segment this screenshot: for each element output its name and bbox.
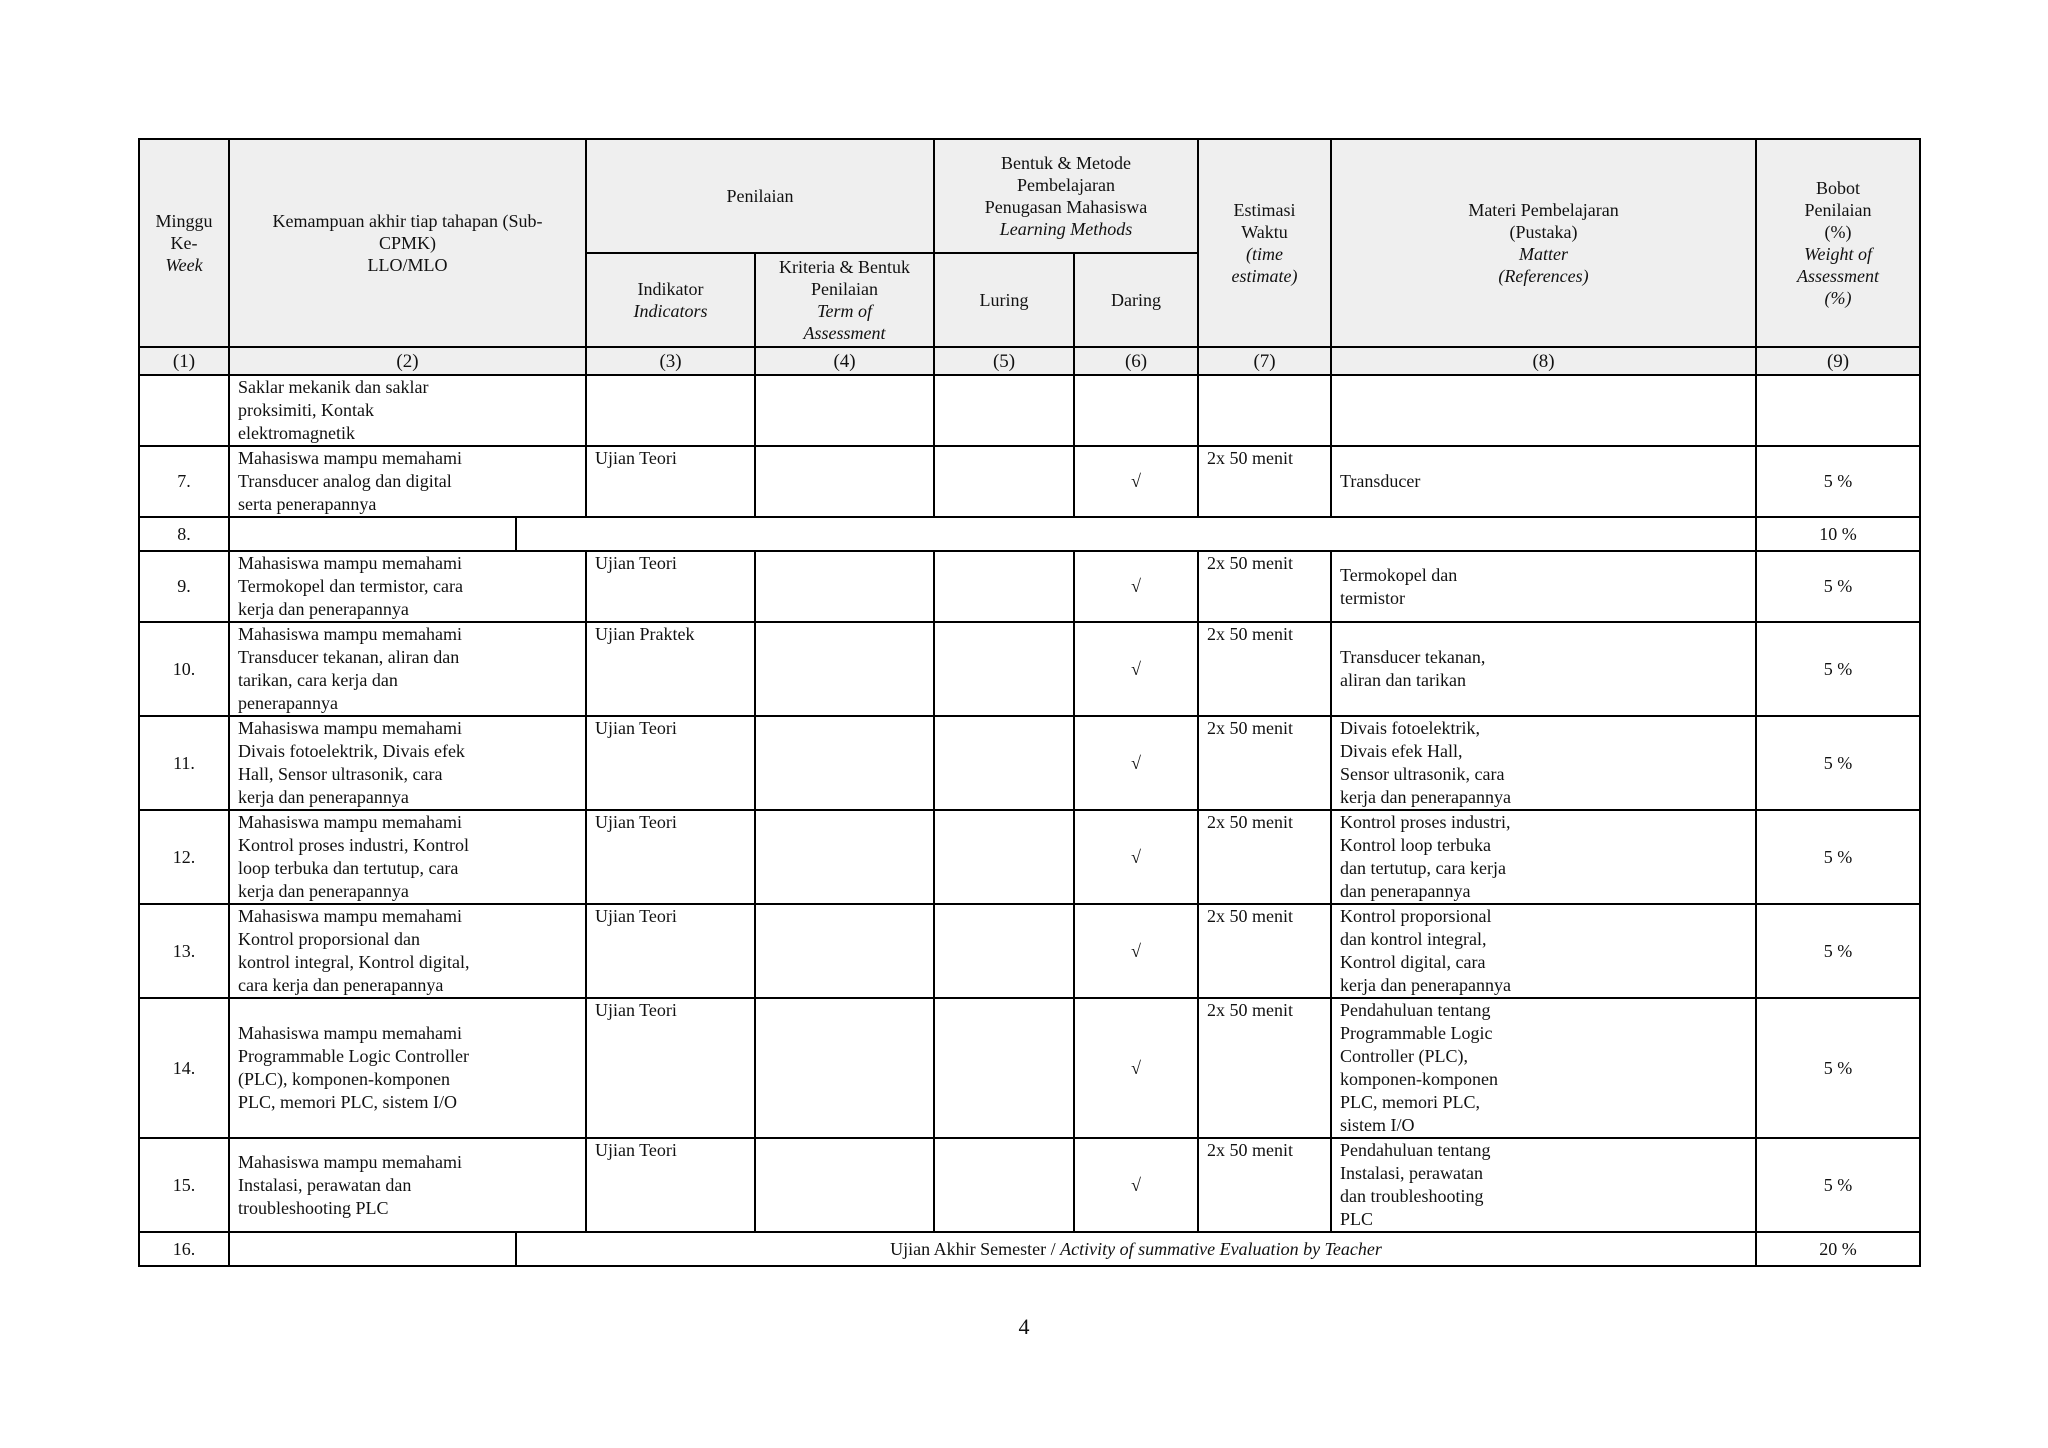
llo-cell: Mahasiswa mampu memahami Transducer analog dan digital serta penerapannya bbox=[229, 446, 586, 517]
table-row bbox=[139, 517, 1920, 551]
bobot-cell: 5 % bbox=[1756, 810, 1920, 904]
waktu-cell: 2x 50 menit bbox=[1198, 446, 1331, 517]
waktu-cell: 2x 50 menit bbox=[1198, 1138, 1331, 1232]
table-row bbox=[139, 1232, 1920, 1266]
week-cell: 9. bbox=[139, 551, 229, 622]
week-cell: 10. bbox=[139, 622, 229, 716]
table-row bbox=[139, 904, 1920, 998]
indikator-cell: Ujian Praktek bbox=[586, 622, 755, 716]
materi-cell: Termokopel dan termistor bbox=[1331, 551, 1756, 622]
table-row bbox=[139, 716, 1920, 810]
header-estimasi: Estimasi Waktu (time estimate) bbox=[1198, 139, 1331, 347]
indikator-cell: Ujian Teori bbox=[586, 904, 755, 998]
materi-cell: Pendahuluan tentang Programmable Logic Controller (PLC), komponen-komponen PLC, memori PLC, sistem I/O bbox=[1331, 998, 1756, 1138]
daring-check: √ bbox=[1074, 904, 1198, 998]
column-number-row: (1) (2) (3) (4) (5) (6) (7) (8) (9) bbox=[139, 347, 1920, 375]
bobot-cell: 5 % bbox=[1756, 716, 1920, 810]
week-cell: 7. bbox=[139, 446, 229, 517]
table-row bbox=[139, 375, 1920, 446]
indikator-cell: Ujian Teori bbox=[586, 1138, 755, 1232]
bobot-cell: 20 % bbox=[1756, 1232, 1920, 1266]
materi-cell: Divais fotoelektrik, Divais efek Hall, Sensor ultrasonik, cara kerja dan penerapannya bbox=[1331, 716, 1756, 810]
week-cell: 16. bbox=[139, 1232, 229, 1266]
table-row bbox=[139, 551, 1920, 622]
bobot-cell: 5 % bbox=[1756, 1138, 1920, 1232]
indikator-cell: Ujian Teori bbox=[586, 446, 755, 517]
header-bentuk-metode: Bentuk & Metode Pembelajaran Penugasan Mahasiswa Learning Methods bbox=[934, 139, 1198, 253]
bobot-cell: 5 % bbox=[1756, 904, 1920, 998]
week-cell: 11. bbox=[139, 716, 229, 810]
waktu-cell: 2x 50 menit bbox=[1198, 716, 1331, 810]
week-cell: 8. bbox=[139, 517, 229, 551]
week-cell: 13. bbox=[139, 904, 229, 998]
waktu-cell: 2x 50 menit bbox=[1198, 998, 1331, 1138]
bobot-cell: 5 % bbox=[1756, 446, 1920, 517]
waktu-cell: 2x 50 menit bbox=[1198, 622, 1331, 716]
table-row bbox=[139, 810, 1920, 904]
daring-check: √ bbox=[1074, 716, 1198, 810]
waktu-cell: 2x 50 menit bbox=[1198, 551, 1331, 622]
llo-cell: Saklar mekanik dan saklar proksimiti, Kontak elektromagnetik bbox=[229, 375, 586, 446]
llo-cell: Mahasiswa mampu memahami Transducer tekanan, aliran dan tarikan, cara kerja dan penerapannya bbox=[229, 622, 586, 716]
llo-cell: Mahasiswa mampu memahami Programmable Logic Controller (PLC), komponen-komponen PLC, memori PLC, sistem I/O bbox=[229, 998, 586, 1138]
indikator-cell: Ujian Teori bbox=[586, 716, 755, 810]
table-row bbox=[139, 622, 1920, 716]
materi-cell: Kontrol proporsional dan kontrol integral, Kontrol digital, cara kerja dan penerapannya bbox=[1331, 904, 1756, 998]
week-cell: 14. bbox=[139, 998, 229, 1138]
llo-cell: Mahasiswa mampu memahami Kontrol proporsional dan kontrol integral, Kontrol digital, cara kerja dan penerapannya bbox=[229, 904, 586, 998]
header-week: Minggu Ke- Week bbox=[139, 139, 229, 347]
page-number: 4 bbox=[1018, 1314, 1030, 1339]
uas-cell: Ujian Akhir Semester / Activity of summative Evaluation by Teacher bbox=[516, 1232, 1756, 1266]
llo-cell: Mahasiswa mampu memahami Termokopel dan termistor, cara kerja dan penerapannya bbox=[229, 551, 586, 622]
header-luring: Luring bbox=[934, 253, 1074, 347]
rps-table bbox=[138, 138, 1921, 1267]
daring-check: √ bbox=[1074, 998, 1198, 1138]
bobot-cell: 10 % bbox=[1756, 517, 1920, 551]
materi-cell: Kontrol proses industri, Kontrol loop terbuka dan tertutup, cara kerja dan penerapannya bbox=[1331, 810, 1756, 904]
header-daring: Daring bbox=[1074, 253, 1198, 347]
llo-cell: Mahasiswa mampu memahami Instalasi, perawatan dan troubleshooting PLC bbox=[229, 1138, 586, 1232]
header-indikator: Indikator Indicators bbox=[586, 253, 755, 347]
daring-check: √ bbox=[1074, 1138, 1198, 1232]
llo-cell: Mahasiswa mampu memahami Divais fotoelektrik, Divais efek Hall, Sensor ultrasonik, cara kerja dan penerapannya bbox=[229, 716, 586, 810]
materi-cell: Pendahuluan tentang Instalasi, perawatan dan troubleshooting PLC bbox=[1331, 1138, 1756, 1232]
rps-table-container bbox=[138, 138, 1919, 1267]
bobot-cell: 5 % bbox=[1756, 998, 1920, 1138]
header-penilaian: Penilaian bbox=[586, 139, 934, 253]
table-row bbox=[139, 1138, 1920, 1232]
table-row bbox=[139, 998, 1920, 1138]
indikator-cell: Ujian Teori bbox=[586, 998, 755, 1138]
daring-check: √ bbox=[1074, 622, 1198, 716]
header-bobot: Bobot Penilaian (%) Weight of Assessment (%) bbox=[1756, 139, 1920, 347]
indikator-cell: Ujian Teori bbox=[586, 551, 755, 622]
bobot-cell: 5 % bbox=[1756, 622, 1920, 716]
table-row bbox=[139, 446, 1920, 517]
daring-check: √ bbox=[1074, 446, 1198, 517]
header-llo: Kemampuan akhir tiap tahapan (Sub- CPMK) LLO/MLO bbox=[229, 139, 586, 347]
week-cell: 12. bbox=[139, 810, 229, 904]
week-cell: 15. bbox=[139, 1138, 229, 1232]
bobot-cell: 5 % bbox=[1756, 551, 1920, 622]
header-materi: Materi Pembelajaran (Pustaka) Matter (References) bbox=[1331, 139, 1756, 347]
indikator-cell: Ujian Teori bbox=[586, 810, 755, 904]
header-row-1 bbox=[139, 139, 1920, 253]
waktu-cell: 2x 50 menit bbox=[1198, 810, 1331, 904]
waktu-cell: 2x 50 menit bbox=[1198, 904, 1331, 998]
materi-cell: Transducer tekanan, aliran dan tarikan bbox=[1331, 622, 1756, 716]
daring-check: √ bbox=[1074, 810, 1198, 904]
materi-cell: Transducer bbox=[1331, 446, 1756, 517]
daring-check: √ bbox=[1074, 551, 1198, 622]
llo-cell: Mahasiswa mampu memahami Kontrol proses industri, Kontrol loop terbuka dan tertutup, cara kerja dan penerapannya bbox=[229, 810, 586, 904]
header-kriteria: Kriteria & Bentuk Penilaian Term of Assessment bbox=[755, 253, 934, 347]
